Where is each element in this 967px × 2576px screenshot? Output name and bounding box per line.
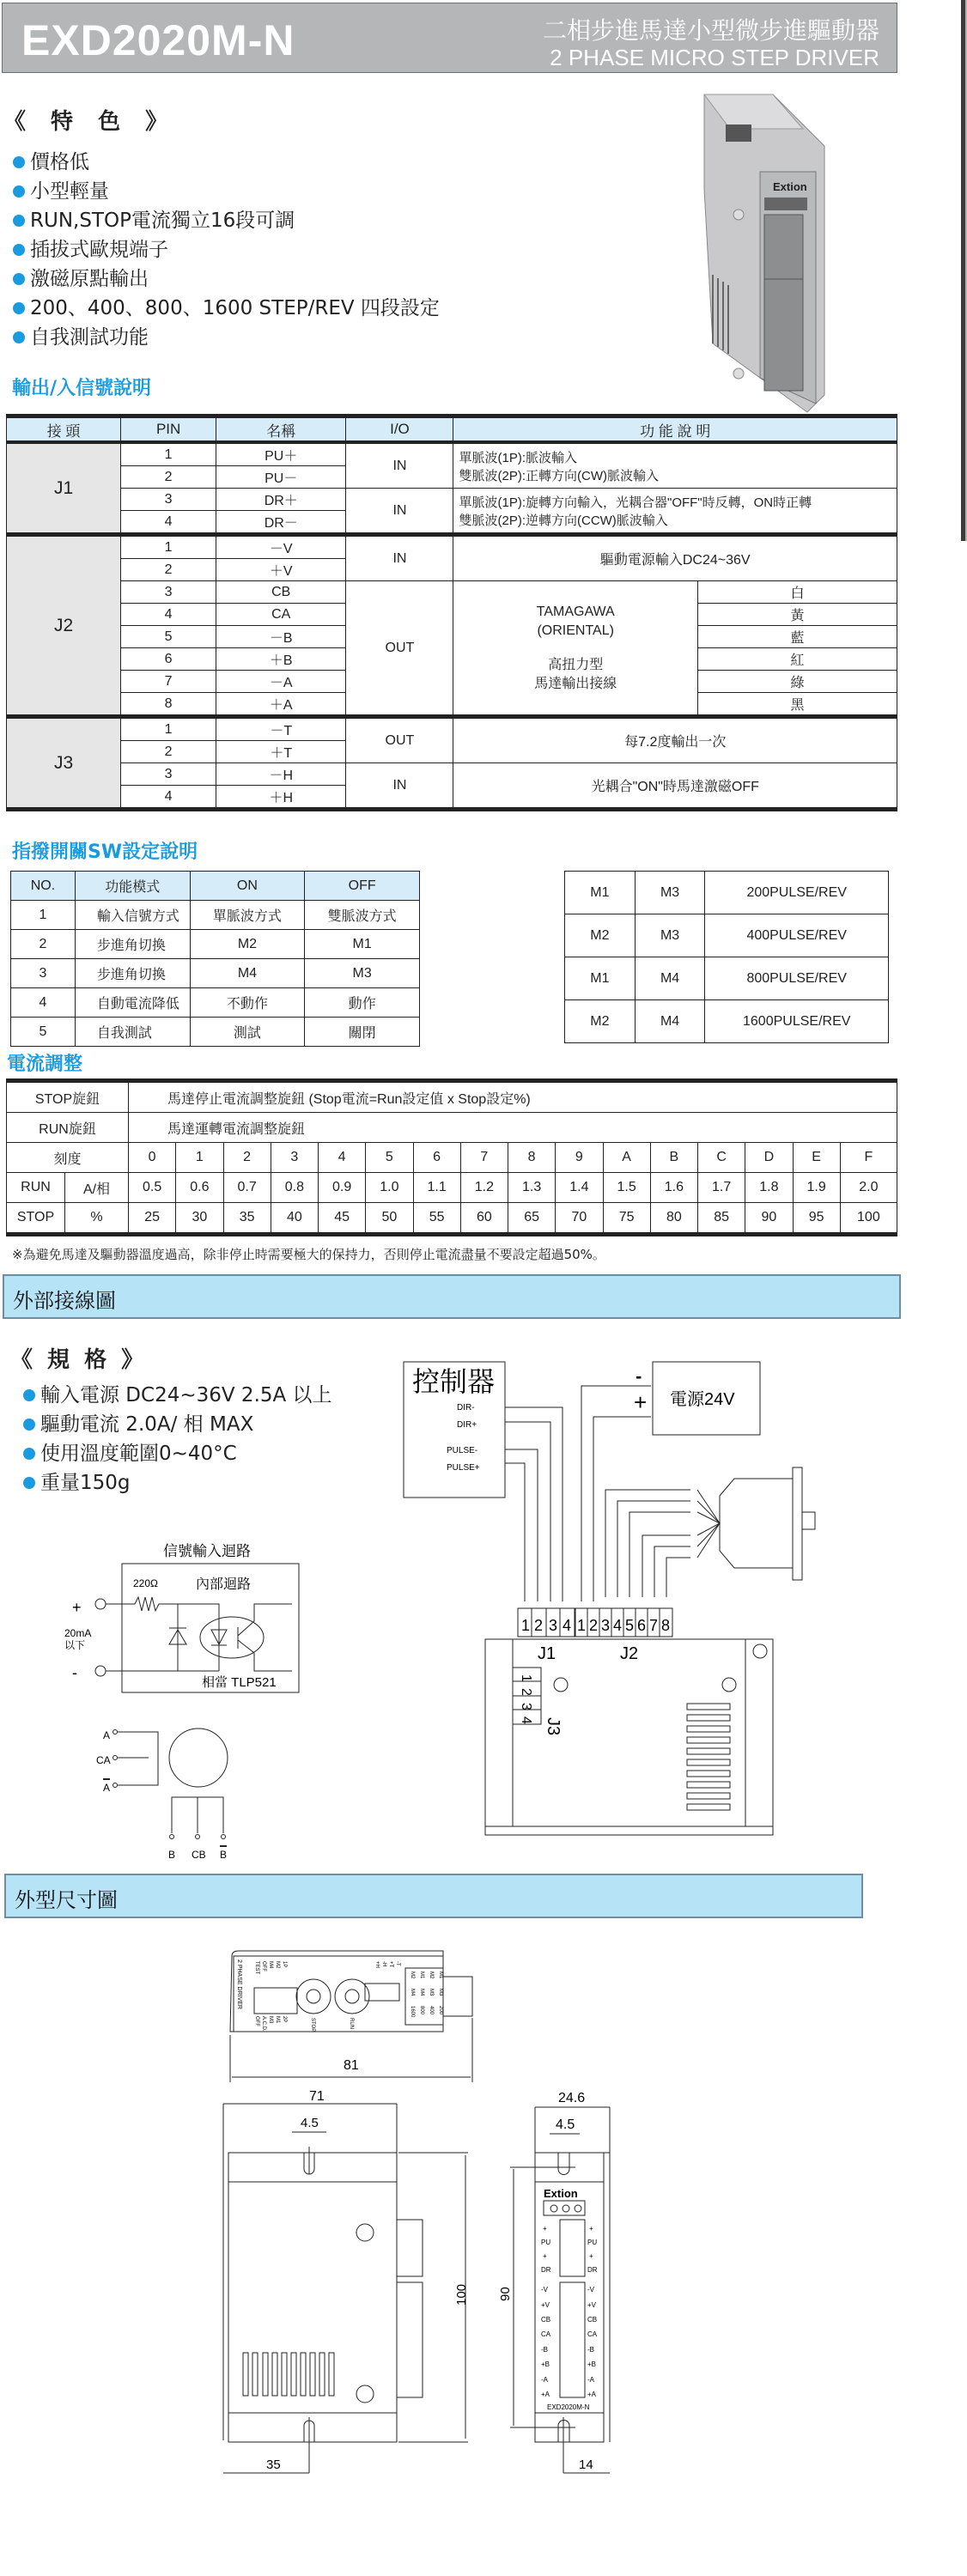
stop-values-cell: 70 [556,1203,603,1235]
bullet-icon [13,215,25,227]
title-zh: 二相步進馬達小型微步進驅動器 [542,16,879,45]
io-signal-table [6,414,897,811]
bullet-icon [13,185,25,197]
scale-cell: 8 [508,1143,556,1173]
table-row: 2 步進角切換 M2 M1 [11,930,420,959]
svg-text:1600: 1600 [410,2006,415,2018]
svg-text:-V: -V [587,2286,594,2293]
features-title: 《 特 色 》 [3,109,177,135]
stop-values-cell: 80 [650,1203,697,1235]
wiring-diagram [395,1340,910,1838]
svg-text:-B: -B [541,2346,548,2354]
run-values-cell: 1.5 [603,1173,650,1203]
side-terminal-labels-right [587,2225,598,2398]
bullet-icon [13,273,25,285]
table-row: 2 PU－ [7,466,897,489]
header-banner [2,3,897,73]
svg-text:3: 3 [601,1617,611,1634]
svg-text:B: B [168,1849,176,1861]
stop-values-cell: 65 [508,1203,556,1235]
svg-text:PULSE-: PULSE- [447,1446,478,1455]
scale-cell: 2 [223,1143,271,1173]
svg-text:PU: PU [587,2239,598,2246]
bullet-icon [13,302,25,314]
run-values-cell: 0.9 [319,1173,366,1203]
svg-text:TEST: TEST [254,1961,259,1975]
table-row: 2 ＋V [7,559,897,581]
svg-text:+: + [634,1389,648,1415]
wire-color: 藍 [697,626,897,648]
svg-text:M3: M3 [268,2016,273,2024]
svg-text:PU: PU [541,2239,551,2246]
svg-text:-T: -T [395,1961,400,1966]
svg-text:+A: +A [587,2391,597,2398]
run-row: RUN A/相 0.5 0.6 0.7 0.8 0.9 1.0 1.1 1.2 1.3 1.4 1.5 1.6 1.7 1.8 1.9 2.0 [7,1173,897,1203]
svg-text:+A: +A [541,2391,550,2398]
table-row: 3 DR＋ IN 單脈波(1P):旋轉方向輸入，光耦合器"OFF"時反轉，ON時正轉 雙脈波(2P):逆轉方向(CCW)脈波輸入 [7,489,897,511]
svg-text:CA: CA [541,2330,551,2338]
wire-color: 黑 [697,693,897,717]
svg-text:1: 1 [577,1617,587,1634]
svg-text:+: + [589,2252,593,2260]
run-values-cell: 0.6 [176,1173,223,1203]
svg-text:-A: -A [587,2376,594,2384]
stop-values-cell: 25 [129,1203,176,1235]
feature-item: 200、400、800、1600 STEP/REV 四段設定 [13,294,440,323]
top-view-drawing [215,1949,490,2095]
wire-color: 白 [697,581,897,604]
svg-text:-B: -B [587,2346,594,2354]
svg-text:信號輸入迴路: 信號輸入迴路 [163,1543,251,1559]
svg-text:+V: +V [541,2301,550,2309]
svg-text:20mA: 20mA [64,1627,92,1639]
io-section-title: 輸出/入信號說明 [12,378,152,399]
svg-text:M3: M3 [438,1989,443,1996]
svg-text:M4: M4 [419,1989,424,1996]
j1-pulse-desc: 單脈波(1P):脈波輸入 雙脈波(2P):正轉方向(CW)脈波輸入 [453,442,897,489]
stop-values-cell: 100 [840,1203,897,1235]
wiring-section-title: 外部接線圖 [13,1289,116,1313]
specs-title: 《 規 格 》 [10,1347,148,1373]
table-header-row: NO. 功能模式 ON OFF [11,872,420,901]
scale-cell: A [603,1143,650,1173]
svg-text:CA: CA [96,1754,111,1766]
j2-power-desc: 驅動電源輸入DC24~36V [453,535,897,581]
svg-text:4: 4 [613,1617,623,1634]
scale-cell: 4 [319,1143,366,1173]
svg-text:2P: 2P [282,2016,287,2023]
svg-text:RUN: RUN [349,2018,354,2029]
svg-text:3: 3 [519,1703,533,1710]
svg-text:M1: M1 [275,2016,280,2024]
scale-cell: 1 [176,1143,223,1173]
scale-cell: E [793,1143,840,1173]
scale-cell: 9 [556,1143,603,1173]
table-row: 3 －H IN 光耦合"ON"時馬達激磁OFF [7,763,897,786]
current-table [6,1078,897,1236]
svg-text:+: + [589,2225,593,2233]
svg-text:+: + [72,1599,82,1616]
svg-text:400: 400 [429,2006,434,2015]
specs-list [23,1381,332,1498]
svg-text:800: 800 [419,2006,424,2015]
current-note: ※為避免馬達及驅動器溫度過高，除非停止時需要極大的保持力，否則停止電流盡量不要設定超過50%。 [12,1247,605,1262]
svg-text:M2: M2 [275,1961,280,1969]
scale-cell: 3 [271,1143,318,1173]
svg-text:8: 8 [661,1617,671,1634]
svg-text:CA: CA [587,2330,598,2338]
run-values-cell: 1.7 [698,1173,745,1203]
run-values-cell: 1.8 [745,1173,793,1203]
svg-text:M1: M1 [438,1971,443,1979]
svg-text:2: 2 [534,1617,544,1634]
svg-text:內部迴路: 內部迴路 [196,1577,252,1592]
table-row: 3 步進角切換 M4 M3 [11,959,420,988]
bullet-icon [23,1419,35,1431]
stop-values-cell: 30 [176,1203,223,1235]
scale-cell: 7 [460,1143,508,1173]
title-en: 2 PHASE MICRO STEP DRIVER [550,45,879,70]
svg-text:1: 1 [521,1617,531,1634]
stop-values-cell: 50 [366,1203,413,1235]
spec-item: 重量150g [23,1468,332,1498]
dim-81: 81 [344,2058,359,2073]
step-setting-table [564,871,889,1043]
svg-text:2 PHASE DRIVER: 2 PHASE DRIVER [236,1959,242,2009]
scale-cell: 0 [129,1143,176,1173]
scale-cell: D [745,1143,793,1173]
svg-text:CB: CB [541,2316,551,2324]
scale-cell: F [840,1143,897,1173]
svg-text:DIR+: DIR+ [457,1420,477,1430]
svg-text:7: 7 [649,1617,659,1634]
stop-values-cell: 90 [745,1203,793,1235]
run-values-cell: 1.4 [556,1173,603,1203]
run-values-cell: 2.0 [840,1173,897,1203]
bullet-icon [23,1389,35,1401]
front-view-drawing [215,2087,661,2507]
wire-color: 紅 [697,648,897,671]
stop-values-cell: 45 [319,1203,366,1235]
bullet-icon [13,331,25,343]
sw-section-title: 指撥開關SW設定說明 [12,841,198,863]
svg-text:M4: M4 [268,1961,273,1969]
side-terminal-labels-left [541,2225,551,2398]
feature-item: 小型輕量 [13,177,440,206]
stop-values-cell: 35 [223,1203,271,1235]
run-values-cell: 1.2 [460,1173,508,1203]
j1-dir-desc: 單脈波(1P):旋轉方向輸入，光耦合器"OFF"時反轉，ON時正轉 雙脈波(2P):逆轉方向(CCW)脈波輸入 [453,489,897,535]
motor-desc: TAMAGAWA (ORIENTAL) 高扭力型 馬達輸出接線 [453,581,697,717]
dim-100: 100 [454,2283,469,2306]
svg-text:相當 TLP521: 相當 TLP521 [202,1675,277,1690]
model-name: EXD2020M-N [21,16,295,64]
svg-text:1P: 1P [282,1961,287,1968]
stop-values-cell: 60 [460,1203,508,1235]
svg-text:-: - [72,1664,77,1681]
dim-71: 71 [309,2089,325,2104]
scale-cell: 5 [366,1143,413,1173]
table-row: M1 M3 200PULSE/REV [565,872,889,914]
table-row: 4 CA 黃 [7,604,897,626]
stop-values-cell: 85 [698,1203,745,1235]
svg-text:5: 5 [625,1617,635,1634]
stop-values-cell: 75 [603,1203,650,1235]
input-circuit-diagram [52,1528,395,1872]
svg-text:DR: DR [541,2266,551,2274]
table-row: 7 －A 綠 [7,671,897,693]
svg-text:STOP: STOP [310,2018,315,2032]
wire-color: 黃 [697,604,897,626]
product-photo [678,86,842,412]
svg-text:OFF: OFF [261,1961,266,1971]
stop-values-cell: 95 [793,1203,840,1235]
svg-text:以下: 以下 [64,1639,86,1651]
dimension-section-bar [4,1874,863,1918]
svg-text:4: 4 [563,1617,572,1634]
table-row: STOP旋鈕 馬達停止電流調整旋鈕 (Stop電流=Run設定值 x Stop設定%) [7,1081,897,1113]
current-section-title: 電流調整 [7,1054,83,1075]
side-model-label: EXD2020M-N [547,2403,590,2411]
svg-text:PULSE+: PULSE+ [447,1463,480,1473]
svg-text:-H: -H [381,1961,386,1967]
table-row: J1 1 PU＋ IN 單脈波(1P):脈波輸入 雙脈波(2P):正轉方向(CW)脈波輸入 [7,442,897,466]
table-row: 4 自動電流降低 不動作 動作 [11,988,420,1018]
stop-values-cell: 55 [413,1203,460,1235]
svg-text:J1: J1 [538,1644,556,1663]
svg-text:+: + [543,2252,547,2260]
run-values-cell: 0.8 [271,1173,318,1203]
svg-text:DR: DR [587,2266,598,2274]
svg-text:4: 4 [519,1716,533,1724]
connector-j2: J2 [7,535,121,717]
feature-item: RUN,STOP電流獨立16段可調 [13,206,440,235]
svg-text:1: 1 [519,1674,533,1682]
svg-text:A: A [103,1782,111,1794]
side-brand-logo: Extion [544,2187,578,2200]
motor-coil-diagram [96,1728,228,1861]
run-values-cell: 0.5 [129,1173,176,1203]
table-row: J3 1 －T OUT 每7.2度輸出一次 [7,717,897,741]
feature-item: 激磁原點輸出 [13,264,440,294]
j3-pin-labels [519,1674,533,1724]
svg-text:+B: +B [587,2360,597,2368]
connector-j3: J3 [7,717,121,810]
table-row: M2 M4 1600PULSE/REV [565,1000,889,1043]
table-row: 3 CB OUT TAMAGAWA (ORIENTAL) 高扭力型 馬達輸出接線 白 [7,581,897,604]
scale-cell: C [698,1143,745,1173]
svg-text:J3: J3 [544,1717,563,1736]
svg-text:+V: +V [587,2301,597,2309]
svg-text:M2: M2 [429,1971,434,1979]
table-header-row: 接 頭 PIN 名稱 I/O 功 能 說 明 [7,416,897,443]
dim-90: 90 [498,2287,513,2301]
svg-text:200: 200 [438,2006,443,2015]
table-row: 5 自我測試 測試 關閉 [11,1018,420,1047]
svg-text:+B: +B [541,2360,550,2368]
dim-24-6: 24.6 [558,2091,586,2105]
dip-switch-table [10,871,420,1047]
table-row: RUN旋鈕 馬達運轉電流調整旋鈕 [7,1113,897,1143]
spec-item: 驅動電流 2.0A/ 相 MAX [23,1410,332,1439]
bullet-icon [13,156,25,168]
bullet-icon [23,1448,35,1460]
svg-text:M1: M1 [419,1971,424,1979]
svg-text:+H: +H [374,1961,380,1968]
svg-text:M2: M2 [410,1971,415,1979]
dim-14: 14 [579,2458,593,2472]
svg-text:2: 2 [519,1688,533,1696]
svg-text:-: - [636,1365,642,1387]
run-values-cell: 1.6 [650,1173,697,1203]
run-values-cell: 1.3 [508,1173,556,1203]
brand-logo: Extion [773,180,807,193]
bullet-icon [23,1477,35,1489]
dim-slot-side: 4.5 [556,2117,575,2132]
stop-values-cell: 40 [271,1203,318,1235]
stop-row: STOP % 25 30 35 40 45 50 55 60 65 70 75 80 85 90 95 100 [7,1203,897,1235]
svg-text:-A: -A [541,2376,548,2384]
table-row: M2 M3 400PULSE/REV [565,914,889,957]
connector-j1: J1 [7,442,121,535]
svg-text:CB: CB [587,2316,598,2324]
wire-color: 綠 [697,671,897,693]
table-row: 5 －B 藍 [7,626,897,648]
run-values-cell: 1.9 [793,1173,840,1203]
table-row: J2 1 －V IN 驅動電源輸入DC24~36V [7,535,897,559]
run-values-cell: 1.1 [413,1173,460,1203]
svg-text:J2: J2 [620,1644,639,1663]
feature-item: 自我測試功能 [13,323,440,352]
wiring-section-bar [3,1274,901,1319]
svg-text:DIR-: DIR- [457,1403,475,1413]
run-values-cell: 1.0 [366,1173,413,1203]
spec-item: 輸入電源 DC24~36V 2.5A 以上 [23,1381,332,1410]
table-row: 2 ＋T [7,741,897,763]
bullet-icon [13,244,25,256]
svg-text:A.C.D.: A.C.D. [261,2016,266,2032]
scale-cell: 6 [413,1143,460,1173]
spec-item: 使用溫度範圍0~40°C [23,1439,332,1468]
svg-text:M3: M3 [429,1989,434,1996]
svg-text:M4: M4 [410,1989,415,1996]
scale-row: 刻度 0 1 2 3 4 5 6 7 8 9 A B C D E F [7,1143,897,1173]
svg-text:OFF: OFF [254,2016,259,2026]
svg-text:-V: -V [541,2286,548,2293]
table-row: 6 ＋B 紅 [7,648,897,671]
svg-text:A: A [103,1729,111,1741]
page-scrollbar[interactable] [961,0,967,541]
scale-cell: B [650,1143,697,1173]
dim-35: 35 [266,2458,281,2472]
svg-text:+T: +T [388,1961,393,1968]
controller-label: 控制器 [412,1366,496,1397]
run-values-cell: 0.7 [223,1173,271,1203]
table-row: 4 ＋H [7,786,897,810]
table-row: 8 ＋A 黑 [7,693,897,717]
dimension-section-title: 外型尺寸圖 [15,1888,118,1912]
svg-text:3: 3 [549,1617,558,1634]
table-row: 4 DR－ [7,511,897,535]
svg-text:2: 2 [589,1617,599,1634]
dim-slot-front: 4.5 [301,2116,319,2130]
svg-text:CB: CB [192,1849,206,1861]
feature-item: 插拔式歐規端子 [13,235,440,264]
table-row: M1 M4 800PULSE/REV [565,957,889,1000]
svg-text:+: + [543,2225,547,2233]
features-list [13,148,440,352]
svg-text:6: 6 [637,1617,647,1634]
table-row: 1 輸入信號方式 單脈波方式 雙脈波方式 [11,901,420,930]
svg-text:220Ω: 220Ω [133,1577,158,1589]
svg-text:B: B [220,1849,228,1861]
feature-item: 價格低 [13,148,440,177]
power-label: 電源24V [670,1390,735,1409]
